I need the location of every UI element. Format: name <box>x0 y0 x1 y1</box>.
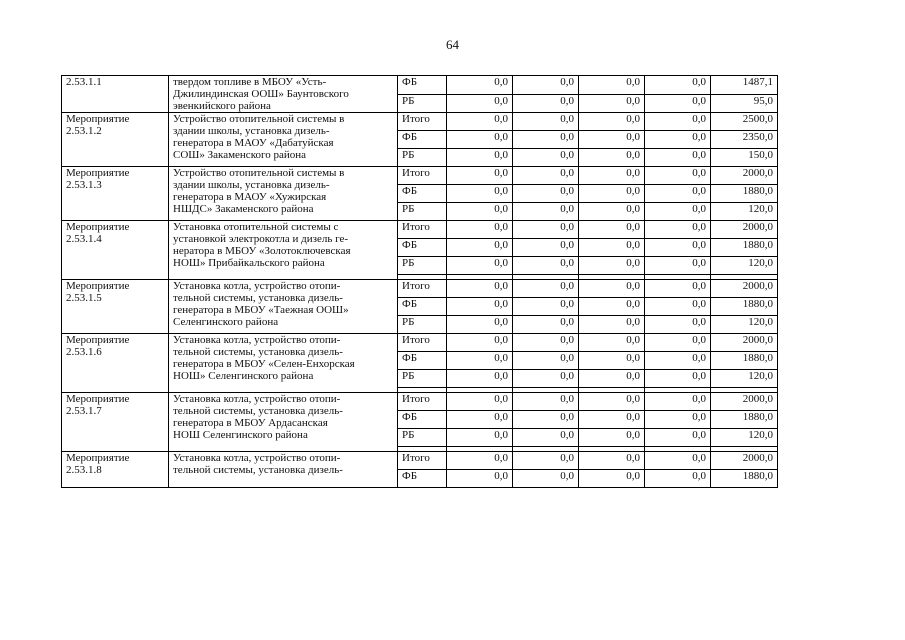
amount-cell: 0,0 <box>513 185 579 203</box>
amount-cell: 0,0 <box>513 470 579 488</box>
measure-code-cell <box>62 452 169 488</box>
amount-cell: 0,0 <box>513 76 579 95</box>
amount-cell: 0,0 <box>513 370 579 388</box>
amount-cell: 120,0 <box>711 316 778 334</box>
funding-source-cell: РБ <box>398 370 447 388</box>
measure-description-line: Установка отопительной системы с <box>173 221 339 233</box>
measure-code-line: Мероприятие <box>66 167 130 179</box>
funding-source-cell: РБ <box>398 429 447 447</box>
amount-cell: 0,0 <box>645 280 711 298</box>
measure-description-line: здании школы, установка дизель- <box>173 179 330 191</box>
funding-source-cell: Итого <box>398 280 447 298</box>
amount-cell: 0,0 <box>447 470 513 488</box>
amount-cell: 0,0 <box>645 113 711 131</box>
amount-cell: 0,0 <box>447 257 513 275</box>
amount-cell: 0,0 <box>513 167 579 185</box>
measure-description-line: тельной системы, установка дизель- <box>173 292 343 304</box>
measure-description-line: НОШ» Селенгинского района <box>173 370 314 382</box>
amount-cell: 0,0 <box>447 131 513 149</box>
amount-cell: 1880,0 <box>711 352 778 370</box>
measure-description-line: твердом топливе в МБОУ «Усть- <box>173 76 327 88</box>
measure-code-line: Мероприятие <box>66 393 130 405</box>
amount-cell: 0,0 <box>513 113 579 131</box>
funding-source-cell: ФБ <box>398 76 447 95</box>
table-row <box>62 167 778 185</box>
measure-description-line: Установка котла, устройство отопи- <box>173 280 341 292</box>
amount-cell: 0,0 <box>447 113 513 131</box>
measure-code-line: Мероприятие <box>66 113 130 125</box>
amount-cell: 0,0 <box>447 185 513 203</box>
funding-source-cell: Итого <box>398 113 447 131</box>
amount-cell: 0,0 <box>579 370 645 388</box>
amount-cell: 0,0 <box>513 298 579 316</box>
amount-cell: 0,0 <box>447 298 513 316</box>
amount-cell: 0,0 <box>579 257 645 275</box>
budget-table <box>61 75 778 488</box>
amount-cell: 0,0 <box>513 334 579 352</box>
amount-cell: 0,0 <box>447 76 513 95</box>
amount-cell: 0,0 <box>579 76 645 95</box>
amount-cell: 0,0 <box>645 149 711 167</box>
measure-code-line: 2.53.1.3 <box>66 179 102 191</box>
amount-cell: 0,0 <box>447 239 513 257</box>
amount-cell: 2000,0 <box>711 167 778 185</box>
measure-code-line: 2.53.1.5 <box>66 292 102 304</box>
amount-cell: 0,0 <box>645 239 711 257</box>
funding-source-cell: РБ <box>398 94 447 113</box>
measure-code-cell <box>62 167 169 221</box>
amount-cell: 0,0 <box>579 429 645 447</box>
amount-cell: 1880,0 <box>711 470 778 488</box>
measure-code-line: 2.53.1.1 <box>66 76 102 88</box>
amount-cell: 0,0 <box>645 316 711 334</box>
amount-cell: 0,0 <box>513 257 579 275</box>
amount-cell: 0,0 <box>579 298 645 316</box>
measure-description-cell <box>169 167 398 221</box>
amount-cell: 0,0 <box>447 429 513 447</box>
amount-cell: 0,0 <box>579 470 645 488</box>
amount-cell: 0,0 <box>579 316 645 334</box>
amount-cell: 0,0 <box>645 429 711 447</box>
amount-cell: 0,0 <box>645 131 711 149</box>
amount-cell: 0,0 <box>645 470 711 488</box>
amount-cell: 0,0 <box>645 221 711 239</box>
amount-cell: 2000,0 <box>711 393 778 411</box>
measure-description-cell <box>169 393 398 452</box>
table-row <box>62 76 778 95</box>
measure-code-line: 2.53.1.7 <box>66 405 102 417</box>
amount-cell: 0,0 <box>645 411 711 429</box>
amount-cell: 0,0 <box>579 352 645 370</box>
amount-cell: 0,0 <box>579 221 645 239</box>
amount-cell: 0,0 <box>513 352 579 370</box>
amount-cell: 0,0 <box>579 149 645 167</box>
amount-cell: 1487,1 <box>711 76 778 95</box>
amount-cell: 2000,0 <box>711 452 778 470</box>
amount-cell: 0,0 <box>645 334 711 352</box>
amount-cell: 1880,0 <box>711 411 778 429</box>
amount-cell: 0,0 <box>513 452 579 470</box>
amount-cell: 0,0 <box>447 221 513 239</box>
amount-cell: 1880,0 <box>711 239 778 257</box>
table-row <box>62 334 778 352</box>
funding-source-cell: Итого <box>398 221 447 239</box>
measure-code-line: Мероприятие <box>66 280 130 292</box>
amount-cell: 1880,0 <box>711 185 778 203</box>
budget-table-body <box>62 76 778 488</box>
amount-cell: 0,0 <box>513 94 579 113</box>
measure-description-line: нератора в МБОУ «Золотоключевская <box>173 245 351 257</box>
measure-description-line: НОШ Селенгинского района <box>173 429 308 441</box>
funding-source-cell: ФБ <box>398 411 447 429</box>
amount-cell: 0,0 <box>579 393 645 411</box>
measure-description-line: установкой электрокотла и дизель ге- <box>173 233 349 245</box>
measure-description-line: НШДС» Закаменского района <box>173 203 314 215</box>
page-number: 64 <box>446 37 459 52</box>
amount-cell: 120,0 <box>711 429 778 447</box>
amount-cell: 0,0 <box>579 185 645 203</box>
funding-source-cell: ФБ <box>398 239 447 257</box>
amount-cell: 0,0 <box>513 221 579 239</box>
amount-cell: 0,0 <box>447 94 513 113</box>
amount-cell: 0,0 <box>447 334 513 352</box>
measure-description-line: Селенгинского района <box>173 316 279 328</box>
funding-source-cell: ФБ <box>398 185 447 203</box>
funding-source-cell: Итого <box>398 452 447 470</box>
measure-description-line: тельной системы, установка дизель- <box>173 346 343 358</box>
amount-cell: 0,0 <box>513 131 579 149</box>
amount-cell: 0,0 <box>447 167 513 185</box>
amount-cell: 2000,0 <box>711 280 778 298</box>
amount-cell: 0,0 <box>579 131 645 149</box>
amount-cell: 0,0 <box>447 393 513 411</box>
amount-cell: 120,0 <box>711 203 778 221</box>
amount-cell: 0,0 <box>645 94 711 113</box>
amount-cell: 0,0 <box>447 316 513 334</box>
measure-code-line: 2.53.1.6 <box>66 346 102 358</box>
measure-code-line: 2.53.1.4 <box>66 233 102 245</box>
amount-cell: 2500,0 <box>711 113 778 131</box>
amount-cell: 0,0 <box>513 203 579 221</box>
amount-cell: 0,0 <box>645 393 711 411</box>
measure-description-line: СОШ» Закаменского района <box>173 149 307 161</box>
measure-description-line: Установка котла, устройство отопи- <box>173 452 341 464</box>
measure-code-line: Мероприятие <box>66 452 130 464</box>
measure-code-cell <box>62 393 169 452</box>
amount-cell: 0,0 <box>579 239 645 257</box>
measure-description-line: НОШ» Прибайкальского района <box>173 257 325 269</box>
table-row <box>62 393 778 411</box>
measure-description-cell <box>169 452 398 488</box>
measure-code-cell <box>62 221 169 280</box>
amount-cell: 0,0 <box>579 334 645 352</box>
amount-cell: 120,0 <box>711 370 778 388</box>
amount-cell: 0,0 <box>579 452 645 470</box>
table-row <box>62 280 778 298</box>
measure-description-line: генератора в МБОУ «Селен-Енхорская <box>173 358 355 370</box>
measure-description-line: генератора в МАОУ «Хужирская <box>173 191 327 203</box>
amount-cell: 120,0 <box>711 257 778 275</box>
amount-cell: 0,0 <box>447 452 513 470</box>
amount-cell: 0,0 <box>513 393 579 411</box>
measure-description-line: здании школы, установка дизель- <box>173 125 330 137</box>
measure-description-line: Установка котла, устройство отопи- <box>173 334 341 346</box>
amount-cell: 0,0 <box>447 149 513 167</box>
amount-cell: 0,0 <box>513 280 579 298</box>
amount-cell: 0,0 <box>645 298 711 316</box>
measure-description-cell <box>169 280 398 334</box>
amount-cell: 0,0 <box>447 370 513 388</box>
funding-source-cell: ФБ <box>398 352 447 370</box>
amount-cell: 0,0 <box>645 167 711 185</box>
table-row <box>62 113 778 131</box>
table-row <box>62 452 778 470</box>
measure-code-cell <box>62 280 169 334</box>
measure-description-line: тельной системы, установка дизель- <box>173 405 343 417</box>
measure-description-line: генератора в МБОУ Ардасанская <box>173 417 328 429</box>
table-row <box>62 221 778 239</box>
amount-cell: 95,0 <box>711 94 778 113</box>
funding-source-cell: РБ <box>398 316 447 334</box>
amount-cell: 2000,0 <box>711 221 778 239</box>
amount-cell: 0,0 <box>645 257 711 275</box>
measure-code-line: 2.53.1.8 <box>66 464 102 476</box>
amount-cell: 150,0 <box>711 149 778 167</box>
amount-cell: 0,0 <box>579 167 645 185</box>
funding-source-cell: ФБ <box>398 131 447 149</box>
measure-code-cell <box>62 76 169 113</box>
measure-description-line: Устройство отопительной системы в <box>173 167 345 179</box>
funding-source-cell: Итого <box>398 334 447 352</box>
amount-cell: 0,0 <box>447 280 513 298</box>
amount-cell: 0,0 <box>513 316 579 334</box>
amount-cell: 0,0 <box>579 411 645 429</box>
amount-cell: 0,0 <box>579 94 645 113</box>
amount-cell: 0,0 <box>447 352 513 370</box>
measure-code-line: Мероприятие <box>66 221 130 233</box>
funding-source-cell: Итого <box>398 167 447 185</box>
amount-cell: 0,0 <box>645 370 711 388</box>
funding-source-cell: Итого <box>398 393 447 411</box>
measure-description-cell <box>169 76 398 113</box>
funding-source-cell: ФБ <box>398 470 447 488</box>
amount-cell: 0,0 <box>447 411 513 429</box>
amount-cell: 0,0 <box>645 452 711 470</box>
funding-source-cell: ФБ <box>398 298 447 316</box>
measure-code-cell <box>62 113 169 167</box>
funding-source-cell: РБ <box>398 257 447 275</box>
measure-description-line: эвенкийского района <box>173 100 271 112</box>
amount-cell: 2000,0 <box>711 334 778 352</box>
measure-description-line: генератора в МБОУ «Таежная ООШ» <box>173 304 349 316</box>
measure-code-cell <box>62 334 169 393</box>
measure-description-line: Установка котла, устройство отопи- <box>173 393 341 405</box>
amount-cell: 0,0 <box>579 113 645 131</box>
amount-cell: 0,0 <box>447 203 513 221</box>
funding-source-cell: РБ <box>398 203 447 221</box>
amount-cell: 0,0 <box>579 280 645 298</box>
measure-code-line: Мероприятие <box>66 334 130 346</box>
measure-description-line: Джилиндинская ООШ» Баунтовского <box>173 88 349 100</box>
amount-cell: 2350,0 <box>711 131 778 149</box>
measure-description-cell <box>169 334 398 393</box>
amount-cell: 0,0 <box>645 203 711 221</box>
amount-cell: 0,0 <box>645 352 711 370</box>
amount-cell: 0,0 <box>513 411 579 429</box>
measure-description-line: тельной системы, установка дизель- <box>173 464 343 476</box>
amount-cell: 0,0 <box>579 203 645 221</box>
measure-description-cell <box>169 113 398 167</box>
measure-description-line: генератора в МАОУ «Дабатуйская <box>173 137 334 149</box>
amount-cell: 0,0 <box>645 185 711 203</box>
measure-description-line: Устройство отопительной системы в <box>173 113 345 125</box>
amount-cell: 0,0 <box>513 149 579 167</box>
amount-cell: 0,0 <box>513 239 579 257</box>
amount-cell: 0,0 <box>513 429 579 447</box>
funding-source-cell: РБ <box>398 149 447 167</box>
amount-cell: 0,0 <box>645 76 711 95</box>
measure-code-line: 2.53.1.2 <box>66 125 102 137</box>
measure-description-cell <box>169 221 398 280</box>
amount-cell: 1880,0 <box>711 298 778 316</box>
